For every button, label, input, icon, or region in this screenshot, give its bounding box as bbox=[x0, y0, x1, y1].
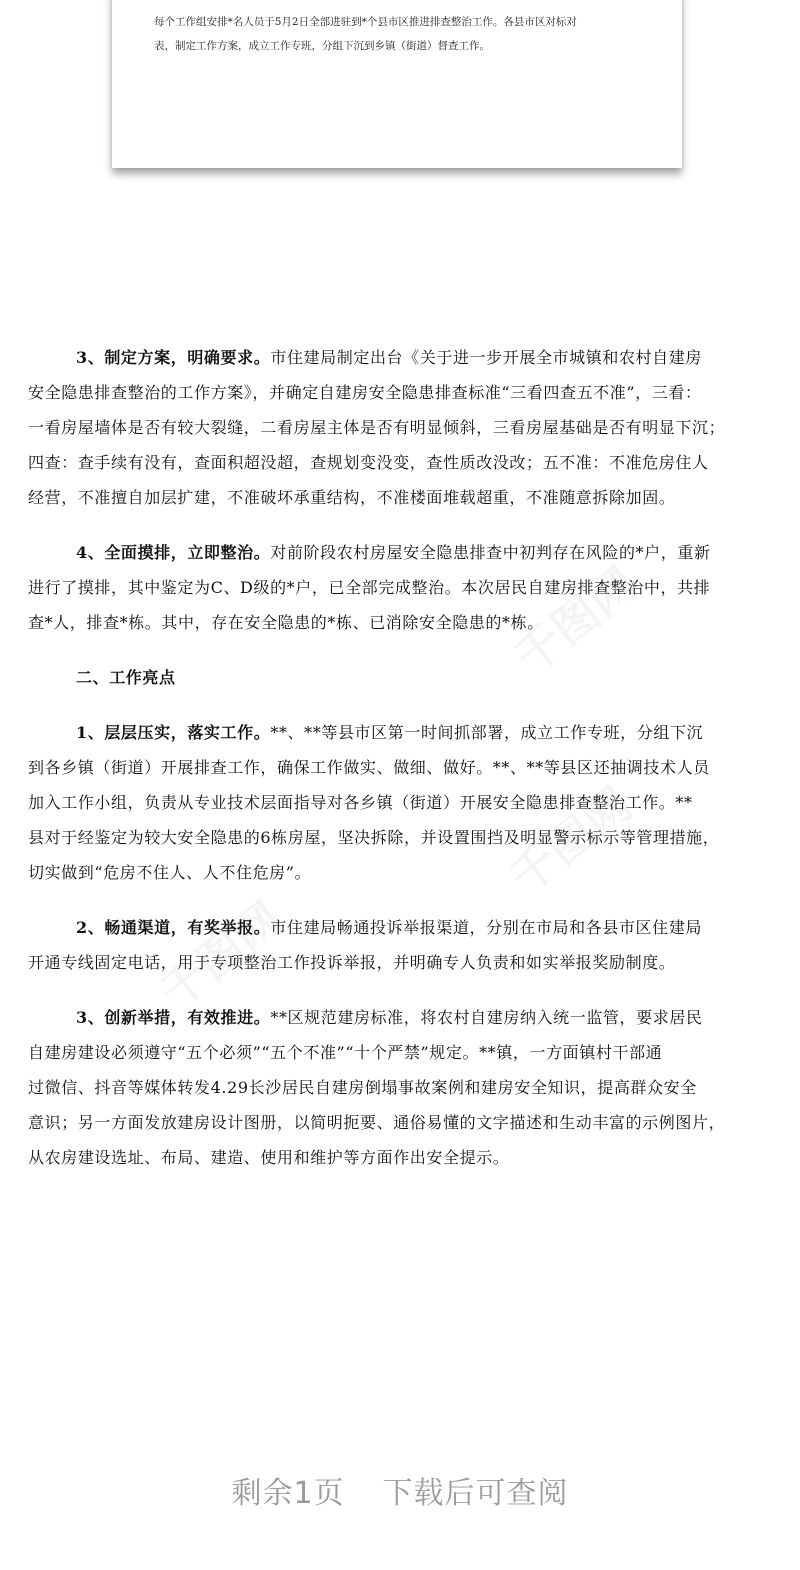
paragraph-plan bbox=[28, 340, 780, 515]
paragraph-heading: 2、畅通渠道，有奖举报。 bbox=[76, 918, 271, 937]
preview-page-text bbox=[154, 10, 654, 58]
paragraph-heading: 3、创新举措，有效推进。 bbox=[76, 1008, 271, 1027]
preview-line: 表，制定工作方案，成立工作专班，分组下沉到乡镇（街道）督查工作。 bbox=[154, 40, 490, 52]
document-body bbox=[28, 340, 780, 1195]
paragraph-line: 1、层层压实，落实工作。**、**等县市区第一时间抓部署，成立工作专班，分组下沉 bbox=[76, 723, 704, 742]
paragraph-survey bbox=[28, 535, 780, 640]
paragraph-line: 加入工作小组，负责从专业技术层面指导对各乡镇（街道）开展安全隐患排查整治工作。** bbox=[28, 793, 693, 812]
paragraph-line: 一看房屋墙体是否有较大裂缝，二看房屋主体是否有明显倾斜，三看房屋基础是否有明显下沉； bbox=[28, 418, 726, 437]
section-title: 二、工作亮点 bbox=[76, 668, 176, 687]
download-to-view-label: 下载后可查阅 bbox=[382, 1476, 569, 1511]
paragraph-line: 县对于经鉴定为较大安全隐患的6栋房屋，坚决拆除，并设置围挡及明显警示标示等管理措施， bbox=[28, 828, 720, 847]
paragraph-highlight-1 bbox=[28, 715, 780, 890]
paragraph-line: 4、全面摸排，立即整治。对前阶段农村房屋安全隐患排查中初判存在风险的*户，重新 bbox=[76, 543, 711, 562]
paragraph-heading: 3、制定方案，明确要求。 bbox=[76, 348, 271, 367]
paragraph-line: 进行了摸排，其中鉴定为C、D级的*户，已全部完成整治。本次居民自建房排查整治中，共排 bbox=[28, 578, 711, 597]
paragraph-line: 3、创新举措，有效推进。**区规范建房标准，将农村自建房纳入统一监管，要求居民 bbox=[76, 1008, 703, 1027]
paragraph-line: 经营，不准擅自加层扩建，不准破坏承重结构，不准楼面堆载超重，不准随意拆除加固。 bbox=[28, 488, 676, 507]
paragraph-line: 开通专线固定电话，用于专项整治工作投诉举报，并明确专人负责和如实举报奖励制度。 bbox=[28, 953, 676, 972]
preview-page-card bbox=[112, 0, 682, 168]
paragraph-line: 3、制定方案，明确要求。市住建局制定出台《关于进一步开展全市城镇和农村自建房 bbox=[76, 348, 702, 367]
paragraph-heading: 1、层层压实，落实工作。 bbox=[76, 723, 271, 742]
paragraph-line: 自建房建设必须遵守“五个必须”“五个不准”“十个严禁”规定。**镇，一方面镇村干部通 bbox=[28, 1043, 663, 1062]
download-prompt[interactable] bbox=[0, 1468, 800, 1512]
paragraph-line: 意识；另一方面发放建房设计图册，以简明扼要、通俗易懂的文字描述和生动丰富的示例图片， bbox=[28, 1113, 726, 1132]
paragraph-highlight-2 bbox=[28, 910, 780, 980]
remaining-pages-label: 剩余1页 bbox=[231, 1476, 345, 1511]
preview-line: 每个工作组安排*名人员于5月2日全部进驻到*个县市区推进排查整治工作。各县市区对标对 bbox=[154, 16, 577, 28]
paragraph-highlight-3 bbox=[28, 1000, 780, 1175]
paragraph-line: 2、畅通渠道，有奖举报。市住建局畅通投诉举报渠道，分别在市局和各县市区住建局 bbox=[76, 918, 702, 937]
paragraph-line: 安全隐患排查整治的工作方案》，并确定自建房安全隐患排查标准“三看四查五不准”，三看： bbox=[28, 383, 702, 402]
paragraph-line: 过微信、抖音等媒体转发4.29长沙居民自建房倒塌事故案例和建房安全知识，提高群众安全 bbox=[28, 1078, 697, 1097]
paragraph-line: 从农房建设选址、布局、建造、使用和维护等方面作出安全提示。 bbox=[28, 1148, 510, 1167]
paragraph-line: 到各乡镇（街道）开展排查工作，确保工作做实、做细、做好。**、**等县区还抽调技术人员 bbox=[28, 758, 710, 777]
paragraph-heading: 4、全面摸排，立即整治。 bbox=[76, 543, 271, 562]
paragraph-line: 切实做到“危房不住人、人不住危房”。 bbox=[28, 863, 312, 882]
paragraph-line: 查*人，排查*栋。其中，存在安全隐患的*栋、已消除安全隐患的*栋。 bbox=[28, 613, 544, 632]
paragraph-line: 四查：查手续有没有，查面积超没超，查规划变没变，查性质改没改；五不准：不准危房住人 bbox=[28, 453, 709, 472]
